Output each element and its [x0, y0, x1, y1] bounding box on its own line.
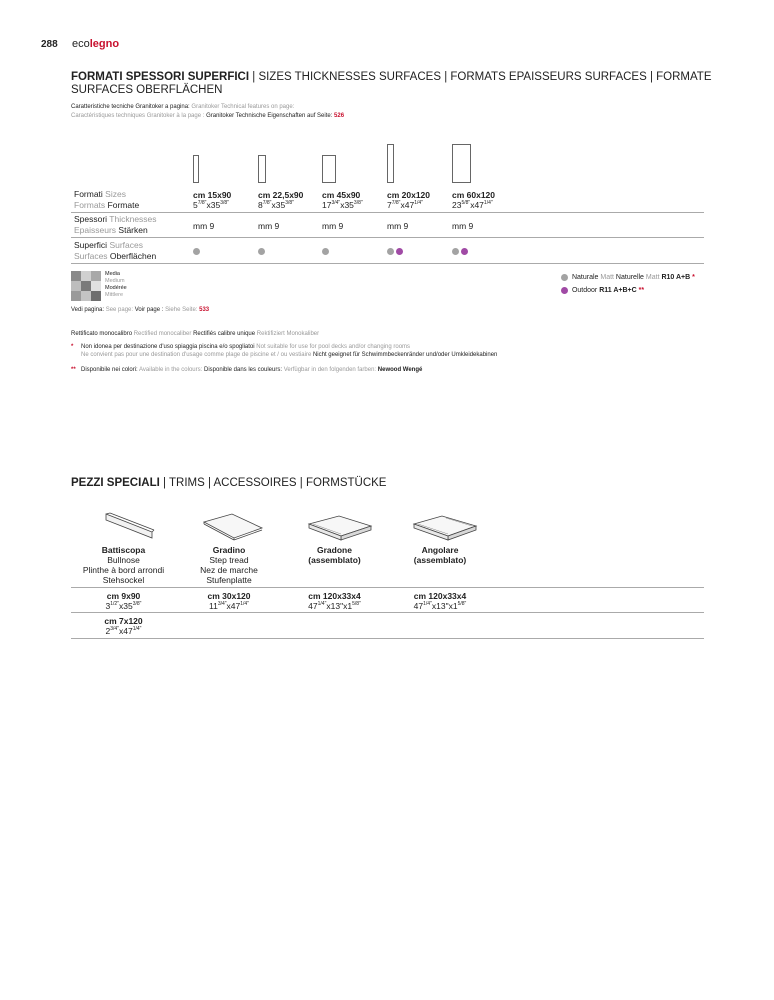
- trim-size-sup: 5/8": [352, 601, 361, 608]
- legend-text: Outdoor: [571, 287, 598, 294]
- size-in-sup: 5/8": [461, 200, 471, 207]
- rett-de: Rektifiziert Monokaliber: [255, 331, 320, 337]
- tile-22x90-icon: [258, 155, 266, 183]
- tech-line-1: [71, 103, 294, 111]
- surface-dots: [193, 246, 202, 256]
- naturale-dot: [322, 248, 329, 255]
- footnote-star: **: [71, 367, 76, 373]
- trim-name-fr: Nez de marche: [200, 565, 258, 575]
- label-starken: Stärken: [116, 224, 148, 235]
- rett-fr: Rectifiés calibre unique: [191, 331, 256, 337]
- variation-it: Media: [105, 271, 120, 277]
- size-in: 7: [387, 200, 392, 210]
- size-in: x35: [206, 200, 221, 210]
- row-label-thickness: [74, 214, 157, 235]
- trim-size: [387, 591, 493, 611]
- shade-variation-icon: [71, 271, 101, 301]
- naturale-dot: [387, 248, 394, 255]
- label-oberflachen: Oberflächen: [107, 250, 157, 261]
- trim-size-sup: 3/4": [217, 601, 227, 608]
- surface-legend: [561, 271, 695, 297]
- angolare-icon: [410, 510, 480, 542]
- table-divider: [71, 237, 704, 238]
- legend-outdoor: [561, 284, 695, 297]
- size-in-sup: 1/4": [483, 200, 493, 207]
- label-formats: Formats: [74, 199, 106, 210]
- thickness-cell: mm 9: [387, 221, 409, 231]
- trim-name-en: (assemblato): [413, 555, 467, 565]
- trim-size-sup: 1/2": [110, 601, 119, 608]
- variation-en: Medium: [105, 278, 125, 284]
- tile-45x90-icon: [322, 155, 336, 183]
- label-surfaces-fr: Surfaces: [74, 250, 108, 261]
- surface-dots: [387, 246, 405, 256]
- trim-name-en: Step tread: [209, 555, 249, 565]
- trim-size-sup: 5/8": [457, 601, 467, 608]
- surface-dots: [258, 246, 267, 256]
- size-in-sup: 3/8": [220, 200, 229, 207]
- trim-name: [282, 545, 387, 565]
- trim-name-en: (assemblato): [308, 555, 361, 565]
- trim-size-cm: cm 30x120: [207, 591, 251, 601]
- tech-page-link[interactable]: 526: [334, 113, 345, 119]
- tech-line-1-en: Granitoker Technical features on page:: [189, 104, 295, 110]
- thickness-cell: mm 9: [258, 221, 280, 231]
- size-cell: [193, 190, 231, 210]
- trim-size-in: 3: [105, 601, 111, 611]
- size-cm: cm 45x90: [322, 190, 361, 200]
- legend-text: Matt: [598, 274, 614, 281]
- naturale-dot: [258, 248, 265, 255]
- trim-size-in: 47: [308, 601, 318, 611]
- thickness-cell: mm 9: [322, 221, 344, 231]
- footnote-1: [71, 343, 498, 358]
- size-in: x35: [271, 200, 286, 210]
- legend-star: *: [690, 274, 695, 281]
- size-in-sup: 3/4": [331, 200, 341, 207]
- footnote-en: Available in the colours:: [137, 367, 203, 373]
- footnote-2: [71, 366, 423, 374]
- size-in: 23: [452, 200, 462, 210]
- rett-it: Rettificato monocalibro: [71, 331, 133, 337]
- trim-name-de: Stufenplatte: [206, 575, 252, 585]
- formats-heading-rest: | SIZES THICKNESSES SURFACES | FORMATS EPAISSEURS SURFACES | FORMATE SURFACES OBERFLÄCHEN: [71, 71, 712, 96]
- surface-dots: [452, 246, 470, 256]
- variation-label: [105, 271, 127, 299]
- tech-line-1-it: Caratteristiche tecniche Granitoker a pagina:: [71, 104, 190, 110]
- see-page-note: [71, 306, 209, 314]
- legend-text: Matt: [643, 274, 660, 281]
- trim-name: [176, 545, 282, 585]
- gradone-icon: [305, 510, 375, 542]
- trim-size: [70, 616, 177, 636]
- vedi-en: See page:: [104, 307, 134, 313]
- footnote-de: Verfügbar in den folgenden farben:: [282, 367, 377, 373]
- naturale-dot: [561, 274, 568, 281]
- thickness-cell: mm 9: [193, 221, 215, 231]
- trim-size-in: x35: [119, 601, 133, 611]
- row-label-sizes: [74, 189, 139, 210]
- brand-eco: eco: [72, 38, 90, 50]
- label-superfici: Superfici: [74, 240, 108, 250]
- size-in: 8: [258, 200, 263, 210]
- legend-rating: R10 A+B: [659, 274, 691, 281]
- trim-size-in: x47: [226, 601, 241, 611]
- trim-name-de: Stehsockel: [102, 575, 145, 585]
- trim-size: [70, 591, 177, 611]
- formats-heading-bold: FORMATI SPESSORI SUPERFICI: [71, 71, 250, 83]
- legend-star: **: [636, 287, 645, 294]
- trim-size-in: 47: [413, 601, 424, 611]
- size-in: 5: [193, 200, 198, 210]
- trim-name: [70, 545, 177, 585]
- size-in: 17: [322, 200, 332, 210]
- label-formati: Formati: [74, 189, 103, 199]
- trim-name-fr: Plinthe à bord arrondi: [82, 565, 165, 575]
- tech-line-2-fr: Caractéristiques techniques Granitoker à la page :: [71, 113, 205, 119]
- size-in: x47: [400, 200, 415, 210]
- trim-size-cm: cm 7x120: [104, 616, 143, 626]
- rectified-note: [71, 330, 319, 338]
- footnote-en: Not suitable for use for pool decks and/or changing rooms: [254, 344, 411, 350]
- table-divider: [71, 587, 704, 588]
- step-tread-icon: [200, 510, 265, 542]
- legend-naturale: [561, 271, 695, 284]
- naturale-dot: [452, 248, 459, 255]
- legend-text: Naturelle: [613, 274, 644, 281]
- label-spessori: Spessori: [74, 214, 108, 224]
- size-in: x35: [340, 200, 354, 210]
- brand-legno: legno: [89, 38, 120, 50]
- size-cm: cm 20x120: [387, 190, 431, 200]
- tile-60x120-icon: [452, 144, 471, 183]
- label-surfaces: Surfaces: [107, 240, 143, 250]
- vedi-de: Siehe Seite:: [163, 307, 198, 313]
- footnote-it: Non idonea per destinazione d'uso spiaggia piscina e/o spogliatoi: [81, 344, 255, 350]
- legend-text: Naturale: [571, 274, 599, 281]
- trim-name-it: Angolare: [421, 545, 459, 555]
- outdoor-dot: [461, 248, 468, 255]
- footnote-it: Disponibile nei colori:: [81, 367, 138, 373]
- bullnose-icon: [100, 510, 160, 542]
- footnote-fr: Disponible dans les couleurs:: [202, 367, 283, 373]
- size-cm: cm 15x90: [193, 190, 232, 200]
- trim-size-sup: 3/8": [132, 601, 142, 608]
- size-in: x47: [470, 200, 484, 210]
- footnote-fr: Ne convient pas pour une destination d'usage comme plage de piscine et / ou vestiaire: [81, 352, 312, 358]
- trim-size-in: x13"x1: [326, 601, 353, 611]
- size-in-sup: 3/8": [285, 200, 294, 207]
- naturale-dot: [193, 248, 200, 255]
- size-cm: cm 22,5x90: [258, 190, 304, 200]
- label-epaisseurs: Epaisseurs: [74, 224, 117, 235]
- tile-20x120-icon: [387, 144, 394, 183]
- row-label-surfaces: [74, 240, 156, 261]
- trim-name-it: Gradone: [317, 545, 352, 555]
- trim-size-sup: 3/4": [110, 626, 119, 633]
- page-number: 288: [41, 39, 58, 50]
- trim-size-sup: 1/4": [240, 601, 249, 608]
- table-divider: [71, 212, 704, 213]
- label-thicknesses: Thicknesses: [107, 214, 157, 224]
- label-formate: Formate: [105, 199, 140, 210]
- surface-dots: [322, 246, 331, 256]
- tech-line-2-de: Granitoker Technische Eigenschaften auf Seite:: [204, 113, 335, 119]
- trims-heading-bold: PEZZI SPECIALI: [71, 477, 160, 489]
- formats-heading: [71, 71, 721, 97]
- see-page-link[interactable]: 533: [197, 307, 210, 313]
- footnote-de: Nicht geeignet für Schwimmbeckenränder und/oder Umkleidekabinen: [311, 352, 498, 358]
- size-cell: [452, 190, 495, 210]
- trim-size-in: x47: [119, 626, 133, 636]
- legend-rating: R11 A+B+C: [597, 287, 637, 294]
- footnote-star: *: [71, 344, 74, 350]
- size-cell: [387, 190, 430, 210]
- trim-size-in: 11: [208, 601, 218, 611]
- variation-fr: Modérée: [105, 285, 127, 291]
- label-sizes: Sizes: [102, 189, 126, 199]
- size-in-sup: 3/8": [353, 200, 363, 207]
- table-divider: [71, 263, 704, 264]
- trim-size: [176, 591, 282, 611]
- size-in-sup: 7/8": [197, 200, 207, 207]
- footnote-color: Newood Wengé: [376, 367, 423, 373]
- trim-size-sup: 1/4": [423, 601, 432, 608]
- trim-size-cm: cm 120x33x4: [413, 591, 467, 601]
- trim-size-sup: 1/4": [132, 626, 142, 633]
- trim-name-it: Gradino: [212, 545, 246, 555]
- outdoor-dot: [561, 287, 568, 294]
- trim-size-in: 2: [105, 626, 111, 636]
- outdoor-dot: [396, 248, 403, 255]
- trim-name-en: Bullnose: [107, 555, 140, 565]
- rett-en: Rectified monocaliber: [132, 331, 192, 337]
- trim-size: [282, 591, 387, 611]
- trim-size-sup: 1/4": [317, 601, 327, 608]
- size-cm: cm 60x120: [452, 190, 496, 200]
- size-cell: [258, 190, 303, 210]
- size-in-sup: 7/8": [262, 200, 272, 207]
- table-divider: [71, 638, 704, 639]
- trim-size-cm: cm 120x33x4: [308, 591, 361, 601]
- trim-name-it: Battiscopa: [101, 545, 146, 555]
- thickness-cell: mm 9: [452, 221, 474, 231]
- size-in-sup: 7/8": [391, 200, 401, 207]
- size-cell: [322, 190, 363, 210]
- vedi-fr: Voir page :: [133, 307, 164, 313]
- size-in-sup: 1/4": [414, 200, 423, 207]
- brand-name: [72, 38, 119, 50]
- trim-size-in: x13"x1: [431, 601, 458, 611]
- tile-15x90-icon: [193, 155, 199, 183]
- tech-line-2: [71, 112, 344, 120]
- table-divider: [71, 612, 704, 613]
- vedi-it: Vedi pagina:: [71, 307, 105, 313]
- trim-name: [387, 545, 493, 565]
- trim-size-cm: cm 9x90: [106, 591, 141, 601]
- variation-de: Mittlere: [105, 292, 124, 298]
- trims-heading: [71, 477, 386, 489]
- trims-heading-rest: | TRIMS | ACCESSOIRES | FORMSTÜCKE: [159, 477, 387, 489]
